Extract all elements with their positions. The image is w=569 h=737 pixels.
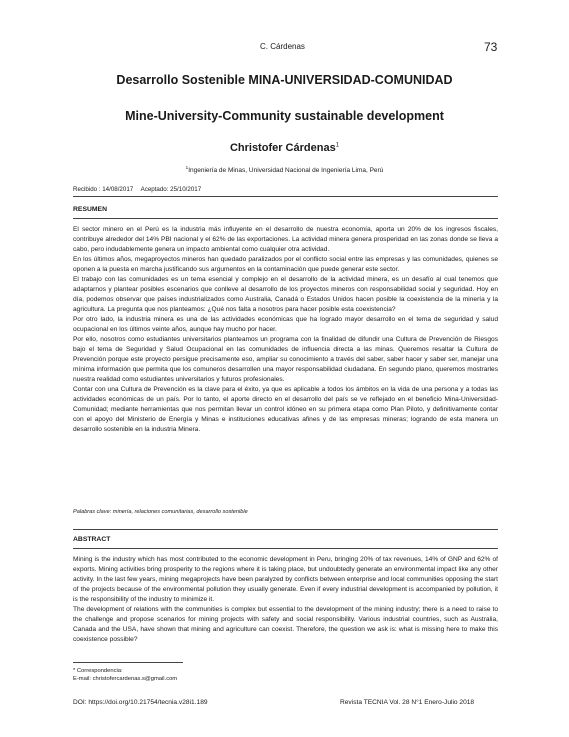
title-english: Mine-University-Community sustainable development	[125, 109, 444, 123]
resumen-paragraph: En los últimos años, megaproyectos mineros han quedado paralizados por el conflicto social entre las empresas y las comunidades, quienes se oponen a la puesta en marcha justificando sus argumentos en la contaminación que puede generar este sector.	[73, 256, 498, 273]
affiliation-text: Ingeniería de Minas, Universidad Nacional de Ingeniería Lima, Perú	[188, 167, 384, 175]
resumen-paragraph: Por ello, nosotros como estudiantes universitarios planteamos un programa con la finalidad de difundir una Cultura de Prevención de Riesgos bajo el tema de Seguridad y Salud Ocupacional en las comunidades de influencia directa a las minas. Queremos resaltar la Cultura de Prevención porque este proyecto persigue precisamente eso, ampliar su conocimiento a través del saber, saber hacer y saber ser, manejar una mínima información que permita que los comuneros desarrollen una mayor responsabilidad ciudadana. En segundo plano, queremos mostrarles nuestra realidad como estudiantes universitarios y futuros profesionales.	[73, 336, 498, 383]
running-header-author: C. Cárdenas	[260, 42, 305, 51]
divider-under-abstract-heading	[73, 548, 498, 549]
footnote-divider	[73, 662, 183, 663]
author-superscript: 1	[335, 142, 340, 149]
abstract-paragraph: The development of relations with the communities is complex but essential to the development of the mining industry; there is a need to raise to the challenge and propose scenarios for mining projects with safety and social responsibility. Various industrial countries, such as Australia, Canada and the USA, have shown that mining and agriculture can coexist. Therefore, the question we ask is: what is missing here to make this coexistence possible?	[73, 606, 498, 643]
title-spanish: Desarrollo Sostenible MINA-UNIVERSIDAD-COMUNIDAD	[116, 73, 453, 87]
divider-top-abstract	[73, 529, 498, 530]
abstract-paragraph: Mining is the industry which has most contributed to the economic development in Peru, bringing 20% of tax revenues, 14% of GNP and 62% of exports. Mining activities bring prosperity to the regions where it is taking place, but undoubtedly generate an environmental impact like any other activity. In the last few years, mining megaprojects have been paralyzed by conflicts between enterprise and local communities opposing the start of the projects because of the environmental pollution they usually generate. Even if every industrial development is accompanied by pollution, it is the responsibility of the industry to minimize it.	[73, 556, 498, 603]
resumen-heading: RESUMEN	[73, 206, 107, 213]
resumen-paragraph: Por otro lado, la industria minera es una de las actividades económicas que ha logrado mayor desarrollo en el tema de seguridad y salud ocupacional en los últimos veinte años, aunque hay mucho por hacer.	[73, 316, 498, 333]
divider-top-resumen	[73, 196, 498, 197]
affiliation-mark: 1	[185, 165, 189, 170]
resumen-paragraph: El sector minero en el Perú es la industria más influyente en el desarrollo de nuestra economía, aporta un 20% de los ingresos fiscales, contribuye alrededor del 14% PBI nacional y el 62% de las exportaciones. La actividad minera genera prosperidad en las zonas donde se lleva a cabo, pero indudablemente genera un impacto ambiental como cualquier otra actividad.	[73, 226, 498, 253]
received-date: Recibido : 14/08/2017	[73, 186, 134, 193]
resumen-paragraph: El trabajo con las comunidades es un tema esencial y complejo en el desarrollo de la actividad minera, es un desafío al cual tenemos que adaptarnos y plantear posibles escenarios que conlleve al desarrollo de los proyectos mineros con responsabilidad social y seguridad. Hoy en día, podemos observar que países industrializados como Australia, Canadá o Estados Unidos hacen posible la coexistencia de la minería y la agricultura. La pregunta que nos planteamos: ¿Qué nos falta a nosotros para hacer posible esta coexistencia?	[73, 276, 498, 313]
resumen-paragraph: Contar con una Cultura de Prevención es la clave para el éxito, ya que es aplicable a todos los ámbitos en la vida de una persona y a todas las actividades económicas de un país. Por lo tanto, el aporte directo en el desarrollo del país se ve reflejado en el beneficio Mina-Universidad-Comunidad; mediante herramientas que nos permitan llevar un control idóneo en su primera etapa como Plan Piloto, y definitivamente contar con el apoyo del Ministerio de Energía y Minas e instituciones educativas afines y de las empresas mineras; logrando de esta manera un desarrollo sostenible en la industria Minera.	[73, 386, 498, 433]
footnote-email: E-mail: christofercardenas.s@gmail.com	[73, 676, 178, 682]
footnote	[73, 667, 177, 683]
accepted-date: Aceptado: 25/10/2017	[140, 186, 202, 193]
abstract-body	[73, 555, 498, 645]
footer-doi: DOI: https://doi.org/10.21754/tecnia.v28i1.189	[73, 699, 208, 706]
keywords-line: Palabras clave: minería, relaciones comunitarias, desarrollo sostenible	[73, 509, 248, 515]
footer-journal: Revista TECNIA Vol. 28 N°1 Enero-Julio 2018	[340, 699, 475, 706]
affiliation-line	[0, 165, 569, 174]
dates-line	[73, 186, 207, 193]
page-number: 73	[484, 40, 498, 54]
author-name: Christofer Cárdenas	[229, 142, 336, 154]
author-line	[0, 142, 569, 154]
footnote-correspondence: * Correspondencia:	[73, 668, 123, 674]
abstract-heading: ABSTRACT	[73, 536, 111, 543]
divider-under-resumen-heading	[73, 218, 498, 219]
resumen-body	[73, 225, 498, 435]
